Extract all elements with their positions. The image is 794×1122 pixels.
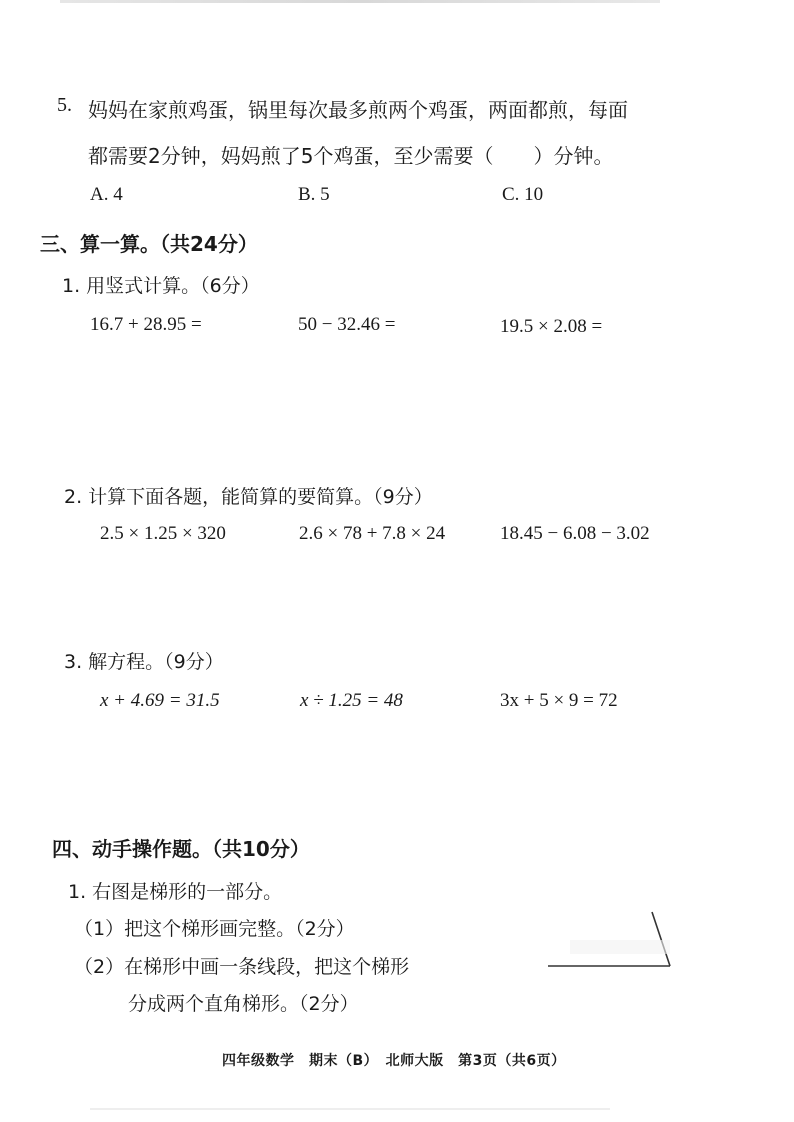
section3-p3-title: 3. 解方程。（9分）: [64, 651, 224, 673]
section3-p1-title: 1. 用竖式计算。（6分）: [62, 275, 260, 297]
q5-line1: 妈妈在家煎鸡蛋，锅里每次最多煎两个鸡蛋，两面都煎，每面: [88, 98, 628, 122]
section4-sub2-line2: 分成两个直角梯形。（2分）: [128, 993, 359, 1015]
calc-item-2: 50 − 32.46 =: [298, 314, 396, 335]
equation-item-1: x + 4.69 = 31.5: [100, 690, 220, 711]
q5-option-b: B. 5: [298, 184, 330, 205]
q5-number: 5.: [57, 94, 72, 116]
section4-heading: 四、动手操作题。（共10分）: [52, 837, 310, 861]
section4-p1-title: 1. 右图是梯形的一部分。: [68, 881, 283, 903]
page-footer: 四年级数学 期末（B） 北师大版 第3页（共6页）: [222, 1053, 566, 1069]
partial-trapezoid-figure: [540, 900, 690, 980]
equation-item-2: x ÷ 1.25 = 48: [300, 690, 403, 711]
page-bottom-edge: [90, 1108, 610, 1110]
print-shadow: [570, 940, 670, 954]
section3-p2-title: 2. 计算下面各题，能简算的要简算。（9分）: [64, 486, 433, 508]
page-top-edge: [60, 0, 660, 3]
section4-sub1: （1）把这个梯形画完整。（2分）: [74, 918, 355, 940]
equation-item-3: 3x + 5 × 9 = 72: [500, 690, 618, 711]
q5-option-c: C. 10: [502, 184, 544, 205]
simplify-item-3: 18.45 − 6.08 − 3.02: [500, 523, 650, 544]
calc-item-3: 19.5 × 2.08 =: [500, 316, 603, 337]
q5-option-a: A. 4: [90, 184, 123, 205]
calc-item-1: 16.7 + 28.95 =: [90, 314, 202, 335]
simplify-item-2: 2.6 × 78 + 7.8 × 24: [299, 523, 446, 544]
section4-sub2-line1: （2）在梯形中画一条线段，把这个梯形: [74, 956, 410, 978]
simplify-item-1: 2.5 × 1.25 × 320: [100, 523, 226, 544]
section3-heading: 三、算一算。（共24分）: [40, 232, 258, 256]
q5-line2: 都需要2分钟，妈妈煎了5个鸡蛋，至少需要（ ）分钟。: [88, 144, 614, 168]
trapezoid-slanted-edge: [652, 912, 670, 966]
